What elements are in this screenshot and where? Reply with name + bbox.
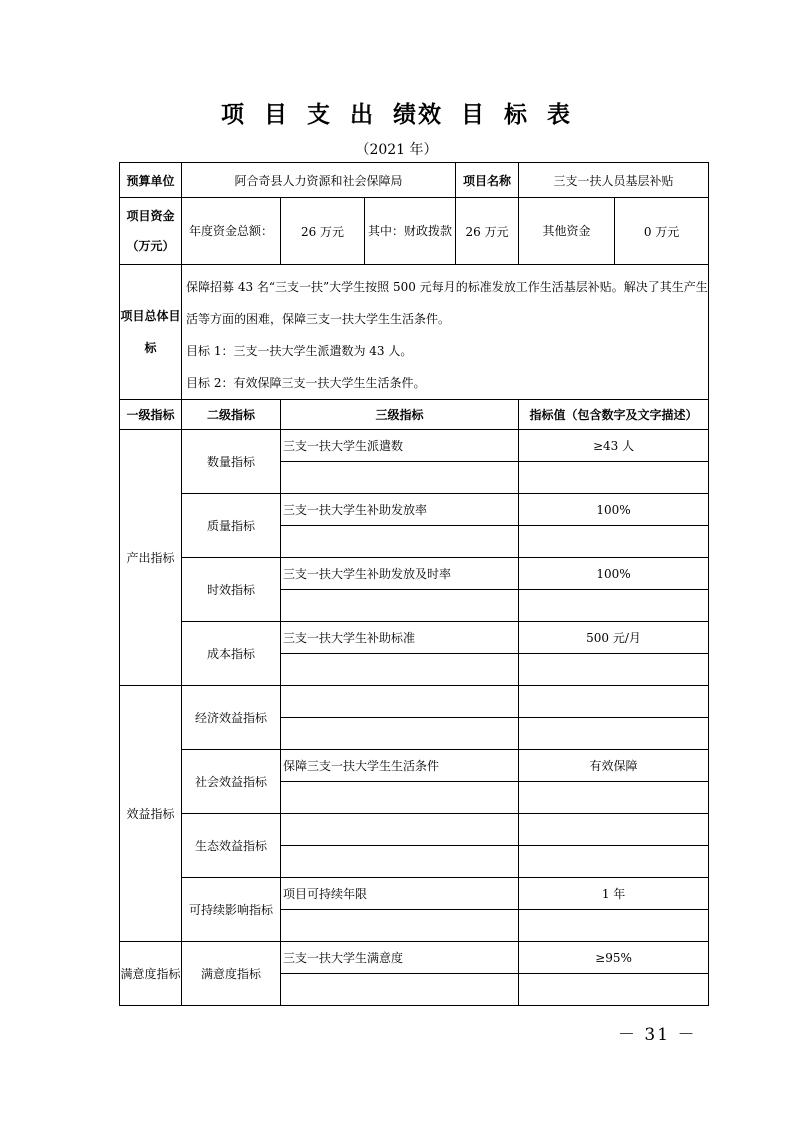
indicator-row (120, 942, 709, 974)
indicator-value (519, 654, 709, 686)
level3-indicator (281, 526, 519, 558)
title-char: 支 (307, 102, 332, 128)
title-char: 表 (547, 102, 572, 128)
level1-indicator: 产出指标 (120, 430, 182, 686)
column-header-row (120, 400, 709, 430)
other-funds-value: 0 万元 (615, 198, 709, 265)
level1-indicator: 满意度指标 (120, 942, 182, 1006)
funds-row (120, 198, 709, 265)
col-header-level1: 一级指标 (120, 400, 182, 430)
indicator-value: 100% (519, 494, 709, 526)
level3-indicator: 三支一扶大学生满意度 (281, 942, 519, 974)
level2-indicator: 数量指标 (182, 430, 281, 494)
indicator-value (519, 910, 709, 942)
annual-total-label: 年度资金总额： (182, 198, 281, 265)
level3-indicator (281, 814, 519, 846)
indicator-row (120, 686, 709, 718)
col-header-level3: 三级指标 (281, 400, 519, 430)
level1-indicator: 效益指标 (120, 686, 182, 942)
level3-indicator (281, 846, 519, 878)
performance-table (119, 162, 709, 1006)
level2-indicator: 生态效益指标 (182, 814, 281, 878)
indicator-value: ≥95% (519, 942, 709, 974)
budget-unit-value: 阿合奇县人力资源和社会保障局 (182, 163, 456, 198)
indicator-value: 500 元/月 (519, 622, 709, 654)
goal-line: 保障招募 43 名“三支一扶”大学生按照 500 元每月的标准发放工作生活基层补贴。解决了其生产生 (186, 280, 708, 294)
level2-indicator: 社会效益指标 (182, 750, 281, 814)
overall-goal-label-line1: 项目总体目 (120, 309, 181, 323)
level3-indicator: 保障三支一扶大学生生活条件 (281, 750, 519, 782)
indicator-value (519, 590, 709, 622)
header-row (120, 163, 709, 198)
title-char: 目 (461, 102, 486, 128)
indicator-value (519, 686, 709, 718)
indicator-value (519, 718, 709, 750)
col-header-value: 指标值（包含数字及文字描述） (519, 400, 709, 430)
page-title (0, 96, 793, 129)
level3-indicator (281, 590, 519, 622)
level3-indicator: 项目可持续年限 (281, 878, 519, 910)
overall-goal-label-line2: 标 (144, 341, 157, 355)
indicator-value (519, 462, 709, 494)
indicator-row (120, 494, 709, 526)
indicator-value: 有效保障 (519, 750, 709, 782)
other-funds-label: 其他资金 (519, 198, 615, 265)
overall-goal-row (120, 265, 709, 400)
title-char: 目 (264, 102, 289, 128)
project-name-value: 三支一扶人员基层补贴 (519, 163, 709, 198)
indicator-row (120, 878, 709, 910)
indicator-value (519, 814, 709, 846)
level3-indicator: 三支一扶大学生补助发放及时率 (281, 558, 519, 590)
level3-indicator: 三支一扶大学生派遣数 (281, 430, 519, 462)
level2-indicator: 时效指标 (182, 558, 281, 622)
level3-indicator (281, 462, 519, 494)
title-char: 绩效 (393, 102, 443, 128)
goal-line: 活等方面的困难，保障三支一扶大学生生活条件。 (186, 312, 451, 326)
level3-indicator (281, 974, 519, 1006)
annual-total-value: 26 万元 (281, 198, 365, 265)
budget-unit-label: 预算单位 (120, 163, 182, 198)
year-label: （2021 年） (355, 142, 438, 158)
indicator-value (519, 782, 709, 814)
overall-goal-text (182, 265, 709, 400)
level2-indicator: 成本指标 (182, 622, 281, 686)
indicator-row (120, 430, 709, 462)
fiscal-label: 其中：财政拨款 (365, 198, 456, 265)
goal-line: 目标 1：三支一扶大学生派遣数为 43 人。 (186, 344, 413, 358)
level3-indicator (281, 654, 519, 686)
col-header-level2: 二级指标 (182, 400, 281, 430)
indicator-row (120, 814, 709, 846)
project-name-label: 项目名称 (456, 163, 519, 198)
overall-goal-label (120, 265, 182, 400)
funds-label-line2: （万元） (126, 239, 175, 253)
title-char: 出 (350, 102, 375, 128)
level2-indicator: 质量指标 (182, 494, 281, 558)
indicator-value: 1 年 (519, 878, 709, 910)
indicator-row (120, 750, 709, 782)
indicator-value (519, 846, 709, 878)
funds-label (120, 198, 182, 265)
level3-indicator: 三支一扶大学生补助标准 (281, 622, 519, 654)
level2-indicator: 满意度指标 (182, 942, 281, 1006)
indicator-row (120, 622, 709, 654)
goal-line: 目标 2：有效保障三支一扶大学生生活条件。 (186, 376, 426, 390)
page-number: － 31 － (618, 1025, 697, 1045)
level3-indicator (281, 910, 519, 942)
title-char: 项 (221, 102, 246, 128)
funds-label-line1: 项目资金 (126, 209, 175, 223)
indicator-value (519, 526, 709, 558)
fiscal-value: 26 万元 (456, 198, 519, 265)
level3-indicator (281, 718, 519, 750)
level3-indicator (281, 686, 519, 718)
indicator-row (120, 558, 709, 590)
indicator-value: 100% (519, 558, 709, 590)
indicator-value (519, 974, 709, 1006)
level2-indicator: 可持续影响指标 (182, 878, 281, 942)
level2-indicator: 经济效益指标 (182, 686, 281, 750)
level3-indicator: 三支一扶大学生补助发放率 (281, 494, 519, 526)
title-char: 标 (504, 102, 529, 128)
level3-indicator (281, 782, 519, 814)
indicator-value: ≥43 人 (519, 430, 709, 462)
